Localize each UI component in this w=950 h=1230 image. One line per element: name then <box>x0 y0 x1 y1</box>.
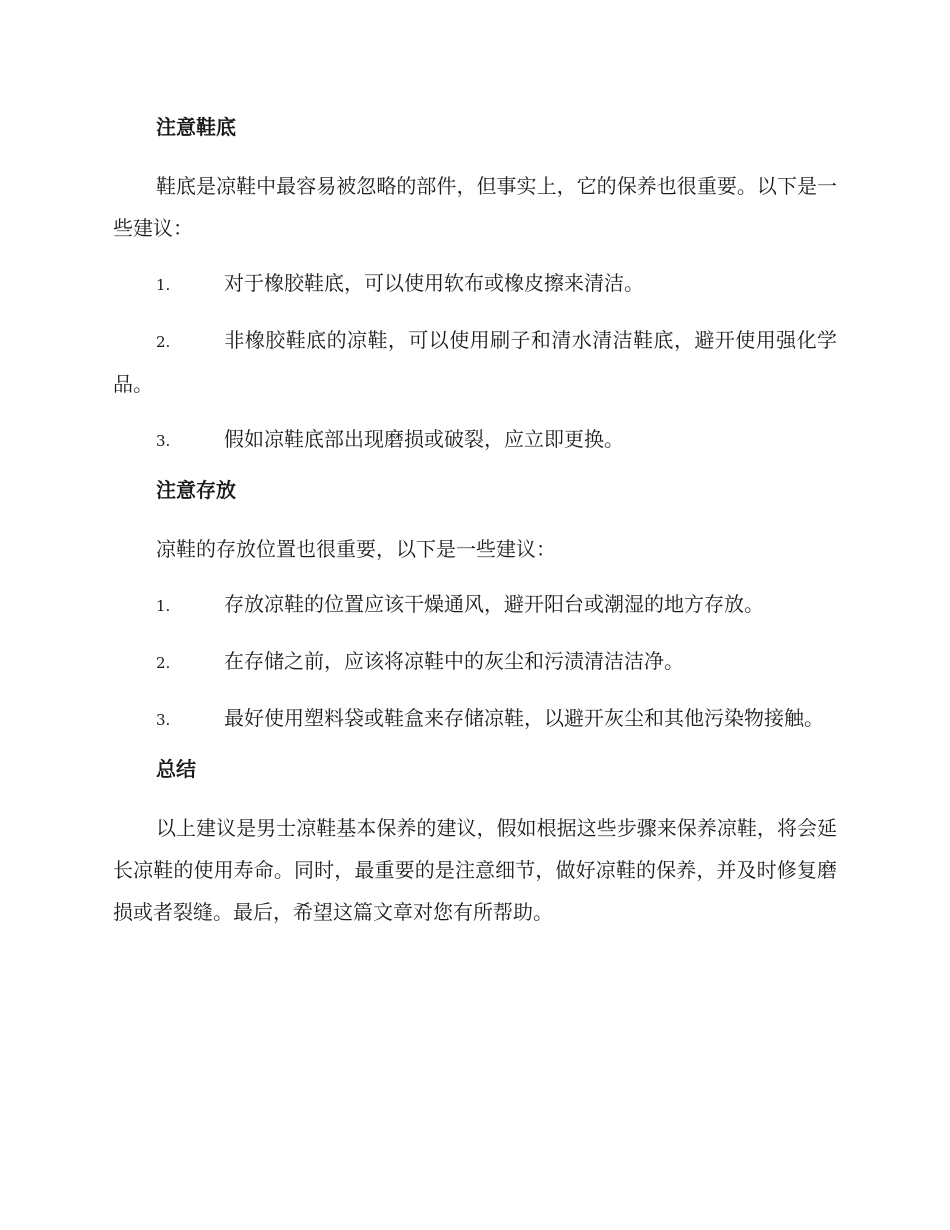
section-heading-sole-care: 注意鞋底 <box>156 115 236 139</box>
list-item <box>113 262 837 306</box>
list-item-number: 3. <box>156 711 171 729</box>
section-heading-summary: 总结 <box>156 757 196 781</box>
list-item-number: 2. <box>156 654 171 672</box>
list-item-text: 非橡胶鞋底的凉鞋，可以使用刷子和清水清洁鞋底，避开使用强化学品。 <box>113 328 837 396</box>
document-page <box>113 112 837 946</box>
list-item-text: 假如凉鞋底部出现磨损或破裂，应立即更换。 <box>224 427 624 451</box>
section-heading-storage: 注意存放 <box>156 478 236 502</box>
section-intro: 鞋底是凉鞋中最容易被忽略的部件，但事实上，它的保养也很重要。以下是一些建议： <box>113 174 837 240</box>
section-intro: 凉鞋的存放位置也很重要，以下是一些建议： <box>156 537 556 561</box>
list-item-text: 在存储之前，应该将凉鞋中的灰尘和污渍清洁洁净。 <box>224 649 684 673</box>
list-item <box>113 418 837 462</box>
list-item-text: 最好使用塑料袋或鞋盒来存储凉鞋，以避开灰尘和其他污染物接触。 <box>224 706 824 730</box>
list-item-number: 1. <box>156 276 171 294</box>
list-item-number: 1. <box>156 597 171 615</box>
list-item-number: 3. <box>156 432 171 450</box>
list-item <box>113 583 837 627</box>
list-item <box>113 319 837 405</box>
list-item-text: 对于橡胶鞋底，可以使用软布或橡皮擦来清洁。 <box>224 271 644 295</box>
list-item-number: 2. <box>156 333 171 351</box>
list-item-text: 存放凉鞋的位置应该干燥通风，避开阳台或潮湿的地方存放。 <box>224 592 764 616</box>
list-item <box>113 640 837 684</box>
list-item <box>113 697 837 741</box>
summary-paragraph: 以上建议是男士凉鞋基本保养的建议，假如根据这些步骤来保养凉鞋，将会延长凉鞋的使用寿命。同时，最重要的是注意细节，做好凉鞋的保养，并及时修复磨损或者裂缝。最后，希望这篇文章对您有所帮助。 <box>113 816 837 924</box>
